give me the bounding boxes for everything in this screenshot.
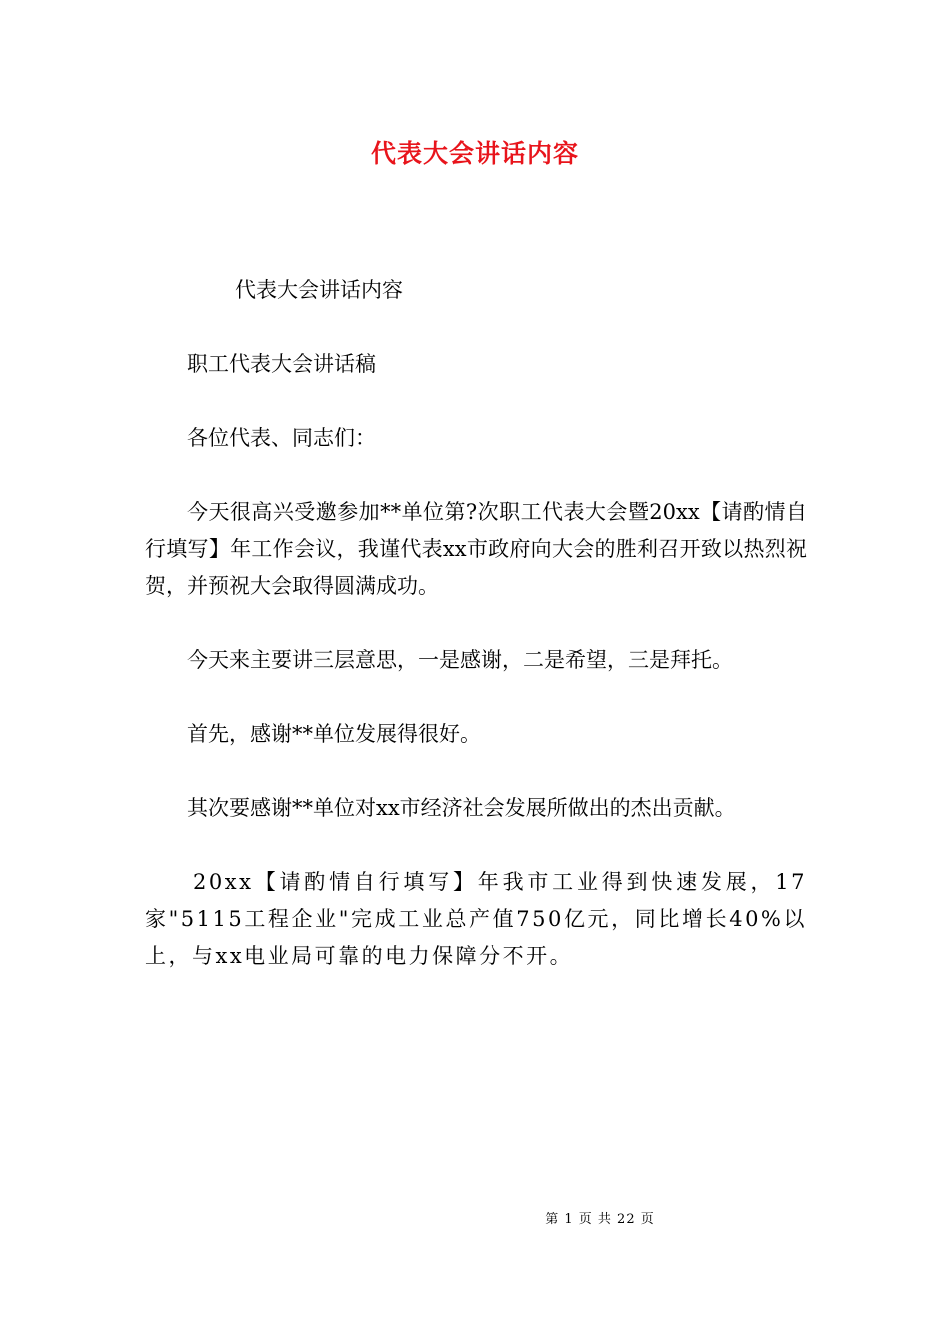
paragraph-first-point: 首先，感谢**单位发展得很好。	[187, 722, 481, 746]
document-body	[145, 272, 807, 1012]
paragraph-salutation: 各位代表、同志们：	[187, 426, 376, 450]
paragraph-outline: 今天来主要讲三层意思，一是感谢，二是希望，三是拜托。	[187, 648, 733, 672]
paragraph-second-point: 其次要感谢**单位对xx市经济社会发展所做出的杰出贡献。	[187, 796, 736, 820]
paragraph-opening: 今天很高兴受邀参加**单位第?次职工代表大会暨20xx【请酌情自行填写】年工作会议，我谨代表xx市政府向大会的胜利召开致以热烈祝贺，并预祝大会取得圆满成功。	[145, 500, 807, 598]
document-title: 代表大会讲话内容	[370, 139, 579, 168]
page-number-footer: 第 1 页 共 22 页	[545, 1212, 655, 1227]
paragraph-industry: 20xx【请酌情自行填写】年我市工业得到快速发展，17家"5115工程企业"完成工业总产值750亿元，同比增长40%以上，与xx电业局可靠的电力保障分不开。	[145, 870, 807, 968]
paragraph-subtitle: 职工代表大会讲话稿	[187, 352, 376, 376]
paragraph-heading: 代表大会讲话内容	[235, 278, 403, 302]
